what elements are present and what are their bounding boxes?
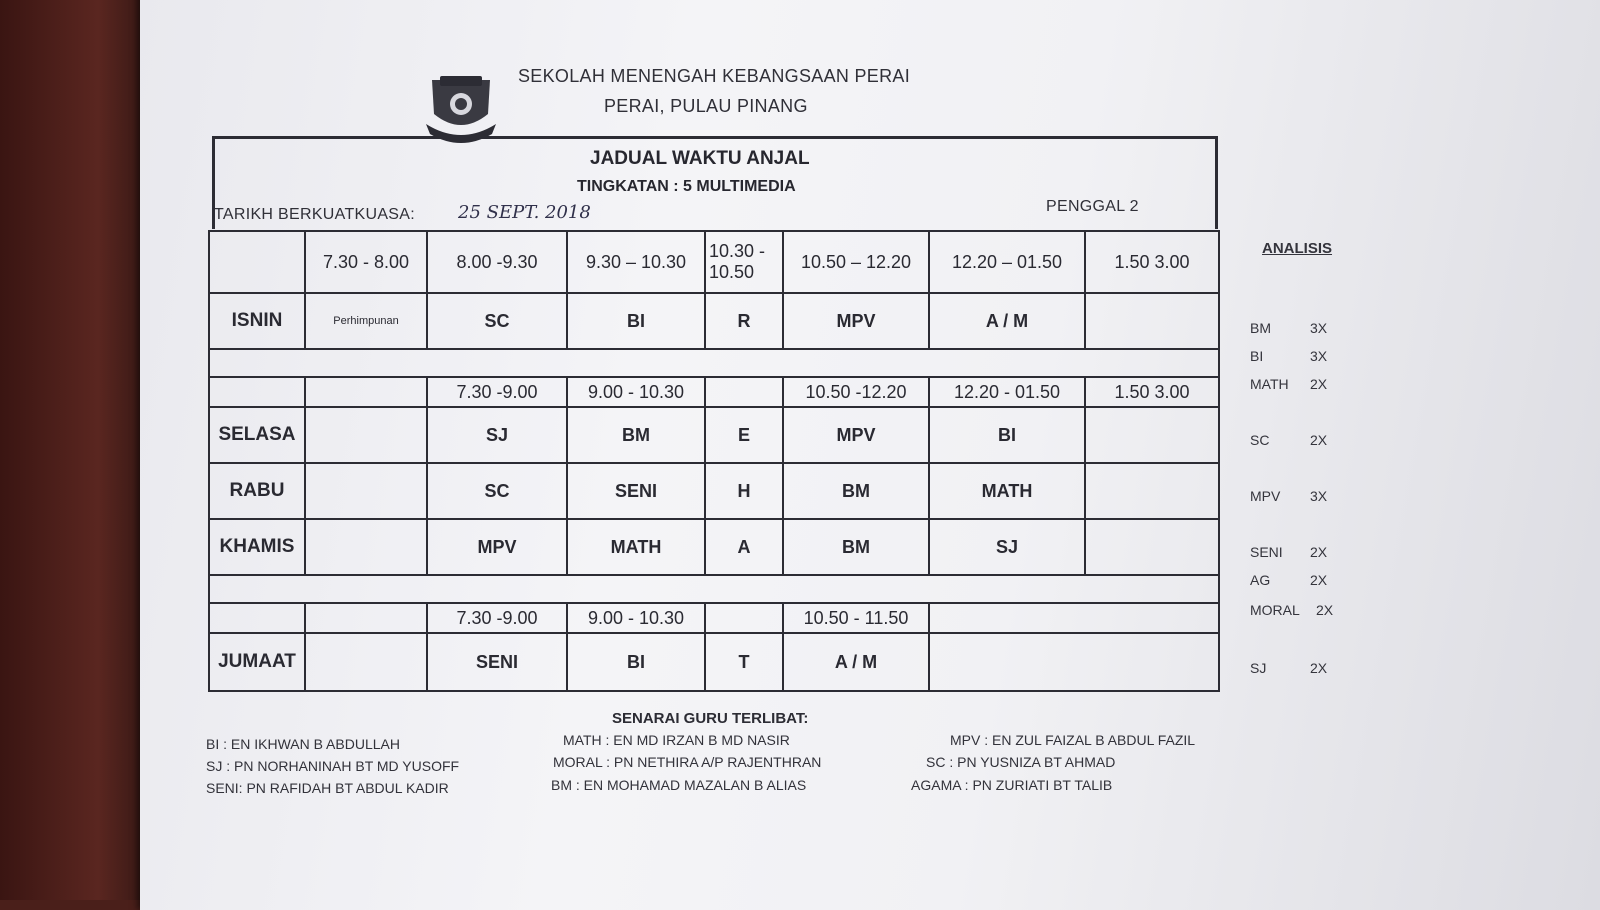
class-label: TINGKATAN : 5 MULTIMEDIA [577, 178, 796, 195]
corner-cell [209, 377, 305, 407]
gap-row [209, 349, 1219, 377]
school-address: PERAI, PULAU PINANG [604, 96, 808, 116]
teachers-title: SENARAI GURU TERLIBAT: [612, 710, 809, 727]
gap-cell [209, 349, 1219, 377]
analysis-subject: AG [1250, 572, 1271, 588]
analysis-count: 3X [1310, 348, 1328, 364]
analysis-count: 2X [1310, 572, 1328, 588]
subject-cell: E [705, 407, 783, 463]
subject-cell: MATH [567, 519, 705, 575]
subject-cell: BM [783, 519, 929, 575]
analysis-subject: SENI [1250, 544, 1283, 560]
subject-cell: SJ [929, 519, 1085, 575]
analysis-title: ANALISIS [1262, 240, 1333, 257]
subject-cell [305, 633, 427, 691]
subject-cell [1085, 407, 1219, 463]
day-label: KHAMIS [209, 519, 305, 575]
time-slot: 10.30 - 10.50 [705, 231, 783, 293]
time-slot: 10.50 – 12.20 [783, 231, 929, 293]
school-name: SEKOLAH MENENGAH KEBANGSAAN PERAI [518, 66, 911, 86]
subject-cell [305, 519, 427, 575]
subject-cell: MPV [783, 293, 929, 349]
time-slot: 10.50 - 11.50 [783, 603, 929, 633]
subject-cell: SJ [427, 407, 567, 463]
isnin-time-row [209, 231, 1219, 293]
empty-cell [929, 603, 1219, 633]
jumaat-row [209, 633, 1219, 691]
gap-row [209, 575, 1219, 603]
analysis-subject: MORAL [1250, 602, 1300, 618]
teacher-entry: SJ : PN NORHANINAH BT MD YUSOFF [206, 758, 460, 774]
khamis-row [209, 519, 1219, 575]
time-slot [305, 377, 427, 407]
analysis-count: 2X [1310, 660, 1328, 676]
selasa-row [209, 407, 1219, 463]
corner-cell [209, 603, 305, 633]
background-left [0, 0, 140, 900]
analysis-subject: SJ [1250, 660, 1267, 676]
teacher-entry: MORAL : PN NETHIRA A/P RAJENTHRAN [553, 754, 822, 770]
subject-cell: BM [783, 463, 929, 519]
subject-cell: R [705, 293, 783, 349]
analysis-subject: BM [1250, 320, 1271, 336]
time-slot [705, 603, 783, 633]
teacher-entry: MPV : EN ZUL FAIZAL B ABDUL FAZIL [950, 732, 1196, 748]
subject-cell: MATH [929, 463, 1085, 519]
time-slot: 9.00 - 10.30 [567, 377, 705, 407]
subject-cell: SC [427, 463, 567, 519]
time-slot: 9.00 - 10.30 [567, 603, 705, 633]
subject-cell: H [705, 463, 783, 519]
subject-cell: A / M [783, 633, 929, 691]
subject-cell: BI [567, 633, 705, 691]
subject-cell: A [705, 519, 783, 575]
analysis-subject: MATH [1250, 376, 1289, 392]
time-slot: 10.50 -12.20 [783, 377, 929, 407]
time-slot [705, 377, 783, 407]
empty-cell [929, 633, 1219, 691]
gap-cell [209, 575, 1219, 603]
teacher-entry: MATH : EN MD IRZAN B MD NASIR [563, 732, 790, 748]
analysis-count: 2X [1310, 376, 1328, 392]
analysis-subject: MPV [1250, 488, 1281, 504]
effective-date-handwritten: 25 SEPT. 2018 [458, 202, 591, 223]
teacher-entry: BM : EN MOHAMAD MAZALAN B ALIAS [551, 777, 807, 793]
analysis-count: 3X [1310, 320, 1328, 336]
time-slot: 1.50 3.00 [1085, 231, 1219, 293]
time-slot: 1.50 3.00 [1085, 377, 1219, 407]
mid-time-row [209, 377, 1219, 407]
time-slot: 7.30 -9.00 [427, 377, 567, 407]
fri-time-row [209, 603, 1219, 633]
time-slot: 7.30 -9.00 [427, 603, 567, 633]
teacher-entry: AGAMA : PN ZURIATI BT TALIB [911, 777, 1113, 793]
subject-cell: Perhimpunan [305, 293, 427, 349]
subject-cell [1085, 293, 1219, 349]
time-slot: 8.00 -9.30 [427, 231, 567, 293]
subject-cell: SENI [567, 463, 705, 519]
time-slot: 12.20 - 01.50 [929, 377, 1085, 407]
time-slot: 12.20 – 01.50 [929, 231, 1085, 293]
analysis-count: 2X [1316, 602, 1334, 618]
subject-cell: MPV [427, 519, 567, 575]
analysis-count: 3X [1310, 488, 1328, 504]
analysis-subject: SC [1250, 432, 1270, 448]
day-label: RABU [209, 463, 305, 519]
timetable-grid [208, 230, 1220, 692]
effective-date-label: TARIKH BERKUATKUASA: [214, 206, 415, 223]
analysis-count: 2X [1310, 544, 1328, 560]
subject-cell: SC [427, 293, 567, 349]
time-slot [305, 603, 427, 633]
analysis-count: 2X [1310, 432, 1328, 448]
teacher-entry: SC : PN YUSNIZA BT AHMAD [926, 754, 1116, 770]
term-label: PENGGAL 2 [1046, 198, 1139, 215]
subject-cell: MPV [783, 407, 929, 463]
time-slot: 9.30 – 10.30 [567, 231, 705, 293]
isnin-row [209, 293, 1219, 349]
day-label: JUMAAT [209, 633, 305, 691]
analysis-subject: BI [1250, 348, 1264, 364]
timetable-title: JADUAL WAKTU ANJAL [590, 148, 810, 169]
subject-cell: BI [929, 407, 1085, 463]
subject-cell [1085, 463, 1219, 519]
day-label: ISNIN [209, 293, 305, 349]
subject-cell: A / M [929, 293, 1085, 349]
subject-cell: BI [567, 293, 705, 349]
corner-cell [209, 231, 305, 293]
rabu-row [209, 463, 1219, 519]
time-slot: 7.30 - 8.00 [305, 231, 427, 293]
subject-cell [1085, 519, 1219, 575]
teacher-entry: SENI: PN RAFIDAH BT ABDUL KADIR [206, 780, 449, 796]
subject-cell [305, 463, 427, 519]
teacher-entry: BI : EN IKHWAN B ABDULLAH [206, 736, 400, 752]
day-label: SELASA [209, 407, 305, 463]
subject-cell: T [705, 633, 783, 691]
subject-cell: BM [567, 407, 705, 463]
subject-cell [305, 407, 427, 463]
subject-cell: SENI [427, 633, 567, 691]
